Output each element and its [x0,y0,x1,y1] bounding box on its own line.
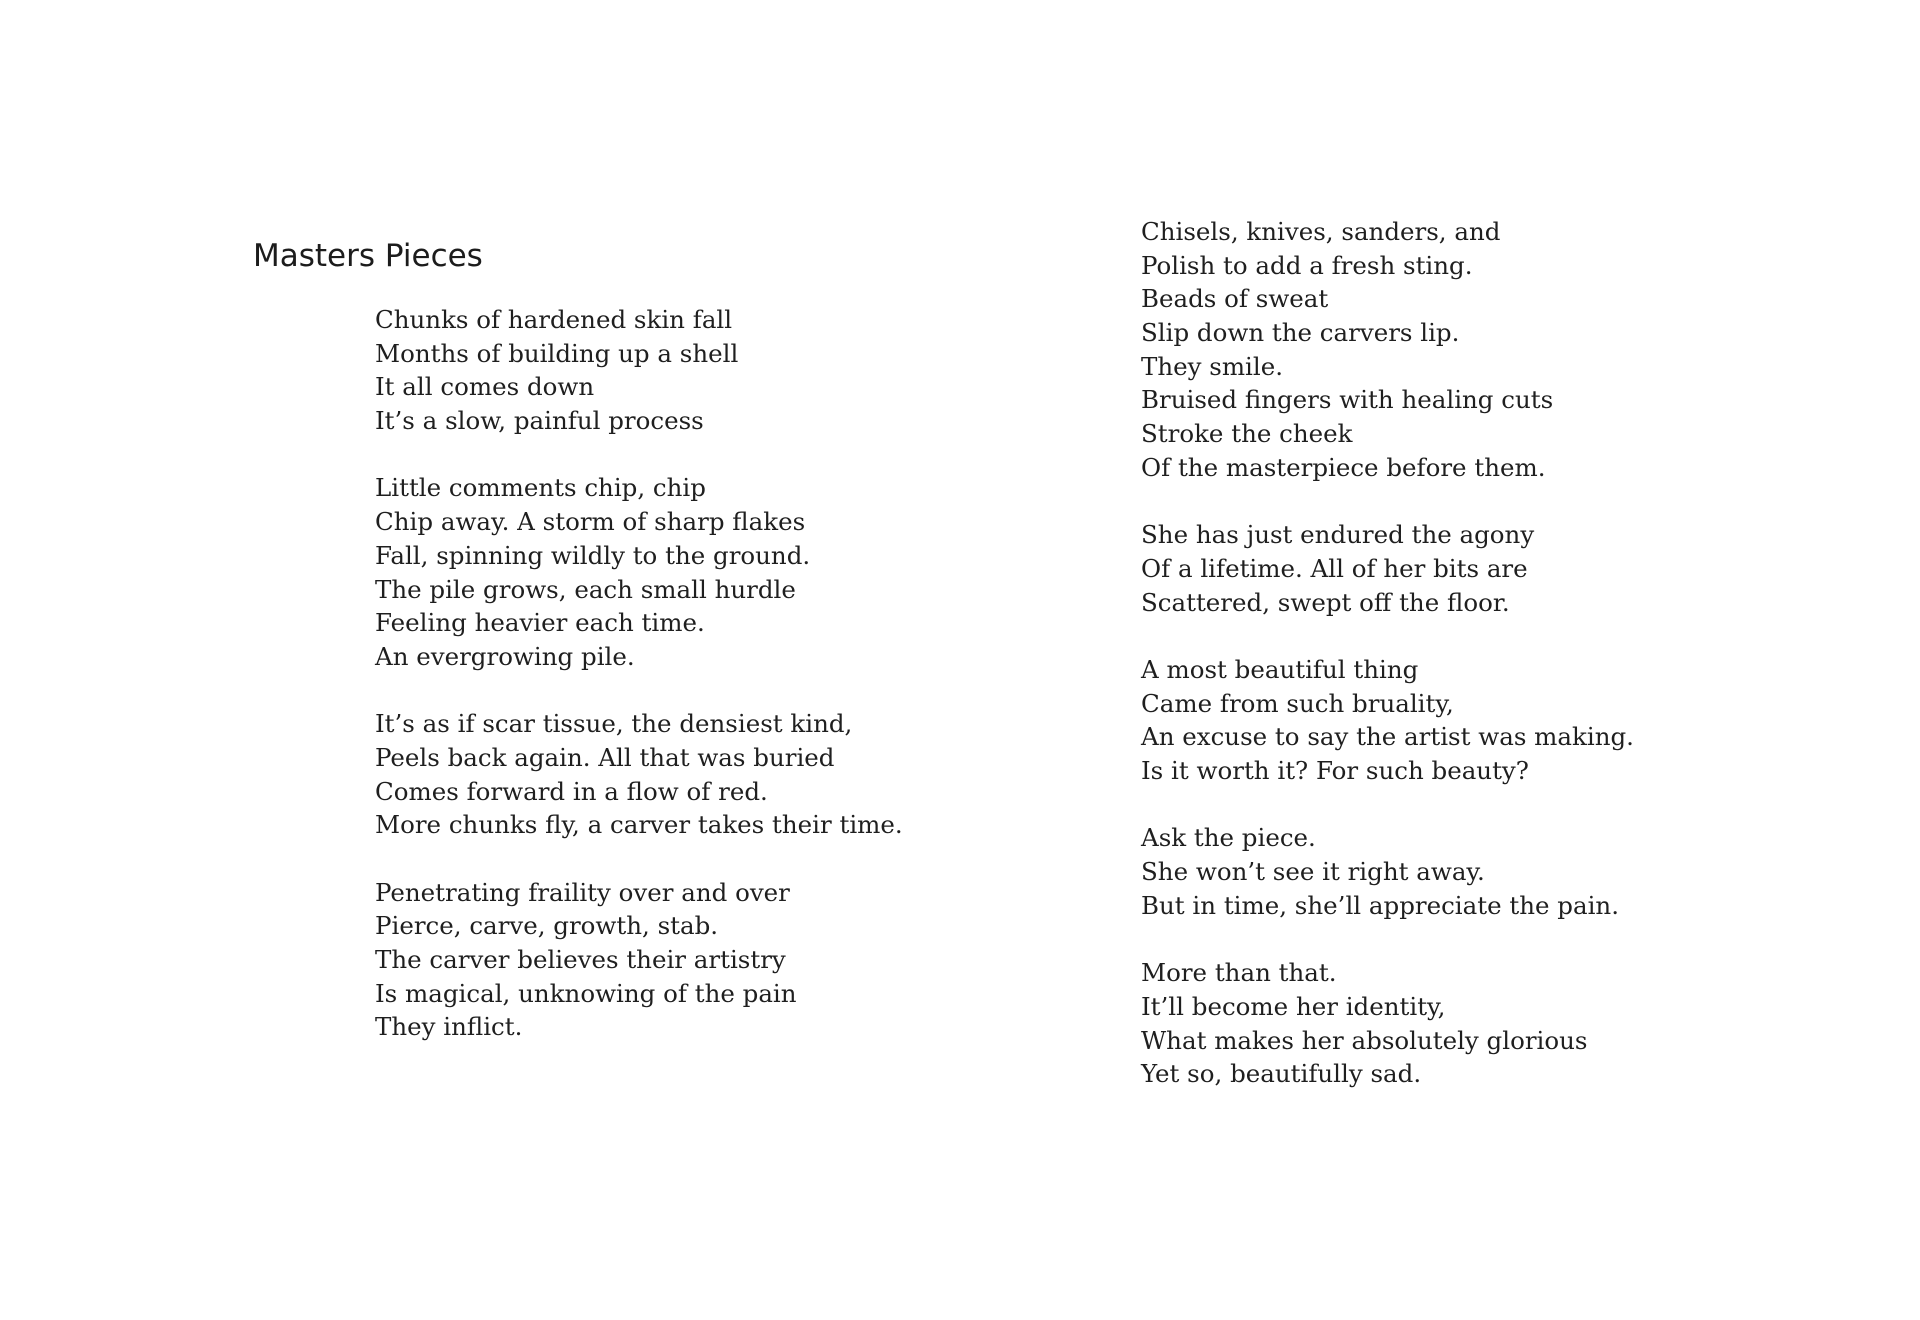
poem-line: Scattered, swept off the floor. [1141,587,1510,617]
stanza [1141,821,1634,922]
poem-line: The pile grows, each small hurdle [375,574,796,604]
poem-line: Penetrating fraility over and over [375,877,790,907]
poem-line: They inflict. [375,1012,523,1042]
poem-line: Bruised fingers with healing cuts [1141,385,1554,415]
poem-line: Yet so, beautifully sad. [1141,1059,1422,1089]
poem-left-column [375,303,903,1044]
stanza [375,471,903,673]
poem-line: She won’t see it right away. [1141,857,1485,887]
stanza [1141,653,1634,788]
poem-line: Is magical, unknowing of the pain [375,978,797,1008]
stanza [1141,956,1634,1091]
stanza [375,876,903,1044]
poem-title: Masters Pieces [253,238,483,274]
poem-line: Chip away. A storm of sharp flakes [375,507,806,537]
stanza [1141,518,1634,619]
poem-line: A most beautiful thing [1141,654,1419,684]
poem-line: It’ll become her identity, [1141,991,1446,1021]
poem-line: Of a lifetime. All of her bits are [1141,553,1528,583]
poem-line: More than that. [1141,958,1337,988]
poem-line: Chisels, knives, sanders, and [1141,217,1501,246]
poem-line: Pierce, carve, growth, stab. [375,911,719,941]
poem-line: Is it worth it? For such beauty? [1141,756,1529,785]
poem-line: It’s as if scar tissue, the densiest kind, [375,709,853,739]
poem-line: Peels back again. All that was buried [375,742,835,772]
poem-line: Comes forward in a flow of red. [375,776,768,806]
poem-line: Ask the piece. [1141,823,1316,853]
poem-line: Fall, spinning wildly to the ground. [375,540,811,570]
poem-line: Of the masterpiece before them. [1141,452,1546,482]
poem-line: It all comes down [375,372,595,402]
stanza [375,707,903,842]
poem-line: More chunks fly, a carver takes their time. [375,810,903,840]
poem-line: Feeling heavier each time. [375,608,705,638]
poem-line: They smile. [1141,351,1284,381]
poem-line: Polish to add a fresh sting. [1141,250,1473,280]
poem-line: Chunks of hardened skin fall [375,305,733,334]
poem-line: Slip down the carvers lip. [1141,318,1460,348]
poem-line: An excuse to say the artist was making. [1141,722,1634,752]
poem-right-column [1141,215,1634,1091]
poem-line: Came from such bruality, [1141,688,1454,718]
poem-line: Stroke the cheek [1141,419,1353,449]
stanza [1141,215,1634,485]
poem-line: Months of building up a shell [375,338,739,368]
poem-line: What makes her absolutely glorious [1141,1025,1588,1055]
poem-line: An evergrowing pile. [375,641,635,671]
poem-line: It’s a slow, painful process [375,406,704,436]
poem-line: Little comments chip, chip [375,473,706,503]
poem-line: She has just endured the agony [1141,520,1535,550]
poem-line: But in time, she’ll appreciate the pain. [1141,890,1619,920]
poem-line: The carver believes their artistry [375,945,786,975]
stanza [375,303,903,438]
poem-line: Beads of sweat [1141,284,1329,314]
